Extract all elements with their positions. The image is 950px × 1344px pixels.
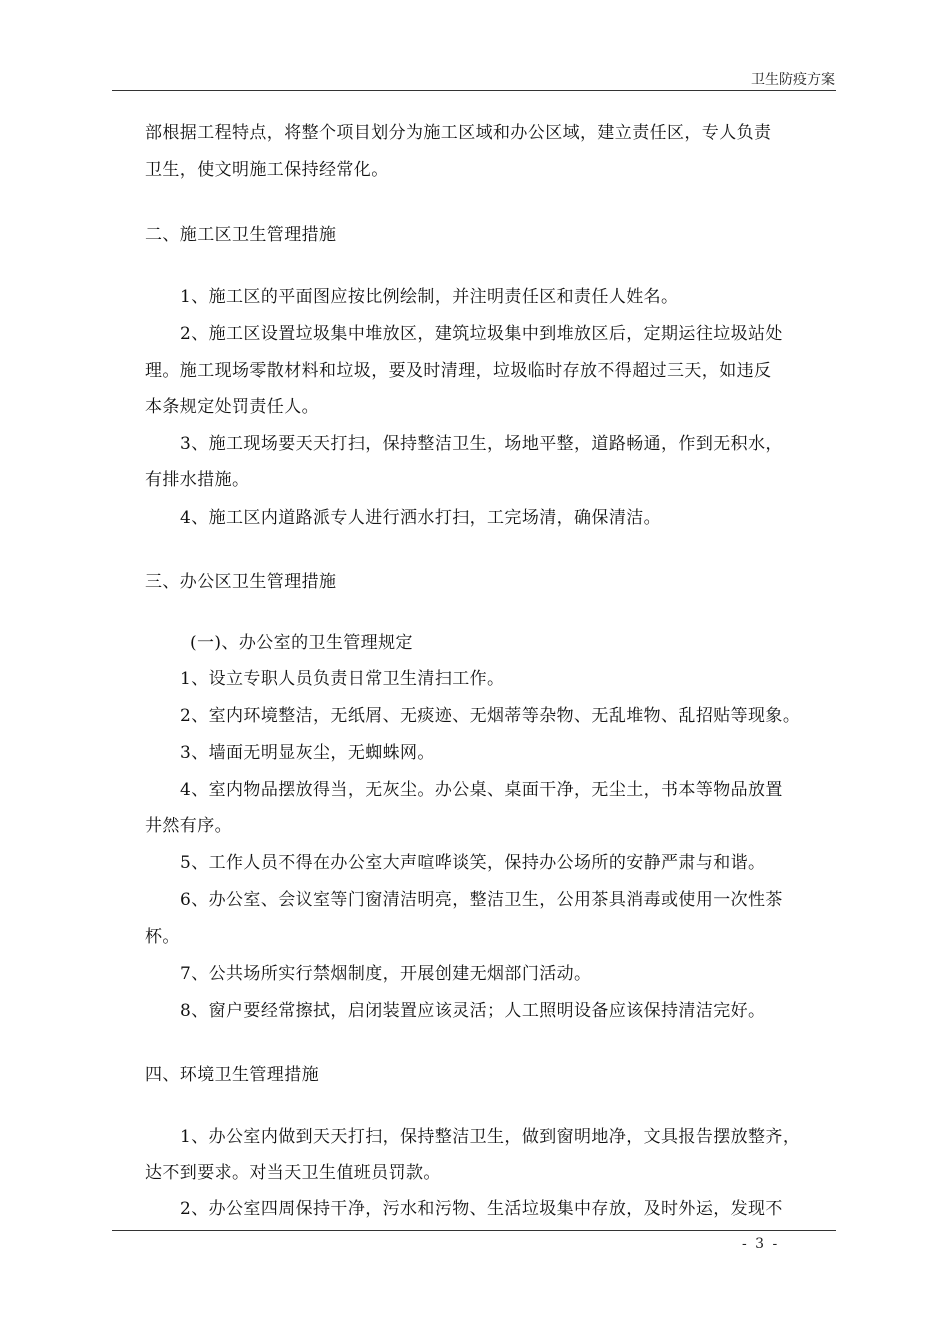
page-number: - 3 - bbox=[742, 1236, 780, 1252]
paragraph-line: 4、室内物品摆放得当，无灰尘。办公桌、桌面干净，无尘土，书本等物品放置 bbox=[180, 780, 783, 800]
paragraph-line: 8、窗户要经常擦拭，启闭装置应该灵活；人工照明设备应该保持清洁完好。 bbox=[180, 1001, 766, 1021]
paragraph-line: 3、墙面无明显灰尘，无蜘蛛网。 bbox=[180, 743, 435, 763]
paragraph-line: 6、办公室、会议室等门窗清洁明亮，整洁卫生，公用茶具消毒或使用一次性茶 bbox=[180, 890, 783, 910]
paragraph-line: 杯。 bbox=[145, 927, 180, 947]
paragraph-line: 有排水措施。 bbox=[145, 470, 250, 490]
paragraph-line: 1、施工区的平面图应按比例绘制，并注明责任区和责任人姓名。 bbox=[180, 287, 679, 307]
paragraph-line: 7、公共场所实行禁烟制度，开展创建无烟部门活动。 bbox=[180, 964, 592, 984]
section-heading: 三、办公区卫生管理措施 bbox=[145, 572, 337, 592]
footer-rule bbox=[112, 1230, 836, 1231]
paragraph-line: 2、室内环境整洁，无纸屑、无痰迹、无烟蒂等杂物、无乱堆物、乱招贴等现象。 bbox=[180, 706, 801, 726]
paragraph-line: 3、施工现场要天天打扫，保持整洁卫生，场地平整，道路畅通，作到无积水， bbox=[180, 434, 783, 454]
paragraph-line: 井然有序。 bbox=[145, 816, 232, 836]
paragraph-line: 2、办公室四周保持干净，污水和污物、生活垃圾集中存放，及时外运，发现不 bbox=[180, 1199, 783, 1219]
paragraph-line: 5、工作人员不得在办公室大声喧哗谈笑，保持办公场所的安静严肃与和谐。 bbox=[180, 853, 766, 873]
paragraph-line: 本条规定处罚责任人。 bbox=[145, 397, 319, 417]
header-rule bbox=[112, 90, 836, 91]
paragraph-line: 4、施工区内道路派专人进行洒水打扫，工完场清，确保清洁。 bbox=[180, 508, 662, 528]
subsection-heading: (一)、办公室的卫生管理规定 bbox=[190, 633, 413, 653]
paragraph-line: 卫生，使文明施工保持经常化。 bbox=[145, 160, 389, 180]
paragraph-line: 部根据工程特点，将整个项目划分为施工区域和办公区域，建立责任区，专人负责 bbox=[145, 123, 772, 143]
paragraph-line: 1、办公室内做到天天打扫，保持整洁卫生，做到窗明地净，文具报告摆放整齐， bbox=[180, 1127, 801, 1147]
paragraph-line: 达不到要求。对当天卫生值班员罚款。 bbox=[145, 1163, 441, 1183]
paragraph-line: 理。施工现场零散材料和垃圾，要及时清理，垃圾临时存放不得超过三天，如违反 bbox=[145, 361, 772, 381]
section-heading: 四、环境卫生管理措施 bbox=[145, 1065, 319, 1085]
page-header-title: 卫生防疫方案 bbox=[751, 72, 835, 88]
section-heading: 二、施工区卫生管理措施 bbox=[145, 225, 337, 245]
paragraph-line: 2、施工区设置垃圾集中堆放区，建筑垃圾集中到堆放区后，定期运往垃圾站处 bbox=[180, 324, 783, 344]
paragraph-line: 1、设立专职人员负责日常卫生清扫工作。 bbox=[180, 669, 505, 689]
